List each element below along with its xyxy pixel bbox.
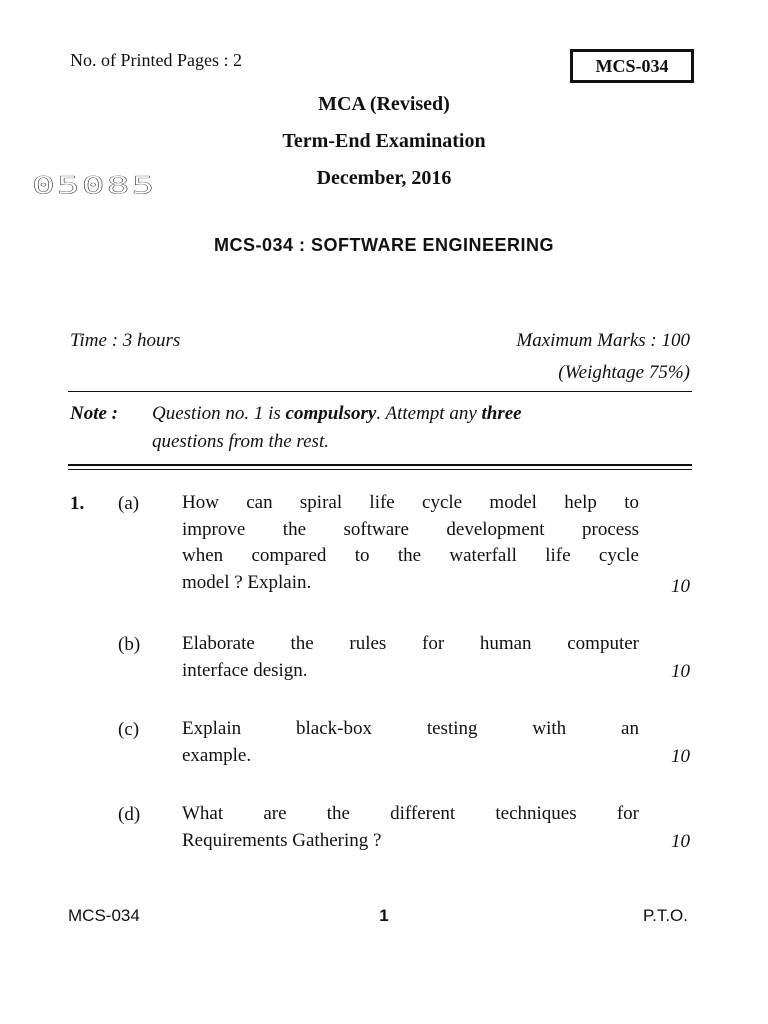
divider-double-lower: [68, 469, 692, 470]
part-c-line: example.: [182, 744, 252, 766]
maximum-marks: Maximum Marks : 100: [516, 330, 690, 351]
part-c-line: Explain black-box testing with an: [182, 718, 639, 739]
part-marks-d: 10: [671, 831, 690, 852]
part-marks-c: 10: [671, 746, 690, 767]
part-label-a: (a): [118, 493, 140, 514]
part-b-line: interface design.: [182, 659, 308, 681]
exam-date: December, 2016: [316, 167, 452, 189]
note-label: Note :: [70, 403, 119, 424]
part-text-a: [182, 490, 639, 596]
part-a-line: improve the software development process: [182, 518, 639, 540]
part-label-c: (c): [118, 719, 140, 740]
part-text-d: [182, 801, 639, 854]
part-a-line: when compared to the waterfall life cycle: [182, 545, 639, 566]
weightage: (Weightage 75%): [558, 362, 690, 383]
note-compulsory: compulsory: [285, 403, 377, 424]
divider-double-upper: [68, 464, 692, 466]
program-name: MCA (Revised): [318, 93, 450, 115]
divider-top: [68, 391, 692, 392]
note-three: three: [481, 403, 522, 424]
part-marks-b: 10: [671, 661, 690, 682]
course-code-box: MCS-034: [571, 50, 693, 82]
question-number: 1.: [70, 493, 85, 514]
please-turn-over: P.T.O.: [642, 906, 688, 925]
note-line-2: questions from the rest.: [152, 431, 329, 452]
note-line-1: [152, 403, 522, 425]
course-title: MCS-034 : SOFTWARE ENGINEERING: [213, 235, 555, 255]
part-text-c: [182, 716, 639, 769]
footer-course-code: MCS-034: [68, 906, 140, 925]
part-a-line: How can spiral life cycle model help to: [182, 492, 639, 513]
part-label-b: (b): [118, 634, 141, 655]
note-text-1: Question no. 1 is: [152, 403, 286, 424]
part-a-line: model ? Explain.: [182, 571, 312, 593]
part-marks-a: 10: [671, 576, 690, 597]
page-number: 1: [379, 906, 389, 925]
exam-name: Term-End Examination: [282, 130, 486, 152]
printed-pages-count: No. of Printed Pages : 2: [70, 50, 242, 70]
note-text-2: . Attempt any: [376, 403, 482, 424]
part-b-line: Elaborate the rules for human computer: [182, 633, 639, 654]
part-label-d: (d): [118, 804, 141, 825]
part-d-line: What are the different techniques for: [182, 803, 639, 824]
exam-duration: Time : 3 hours: [70, 330, 181, 351]
serial-number: 05085: [32, 172, 157, 200]
part-text-b: [182, 631, 639, 684]
part-d-line: Requirements Gathering ?: [182, 829, 382, 851]
